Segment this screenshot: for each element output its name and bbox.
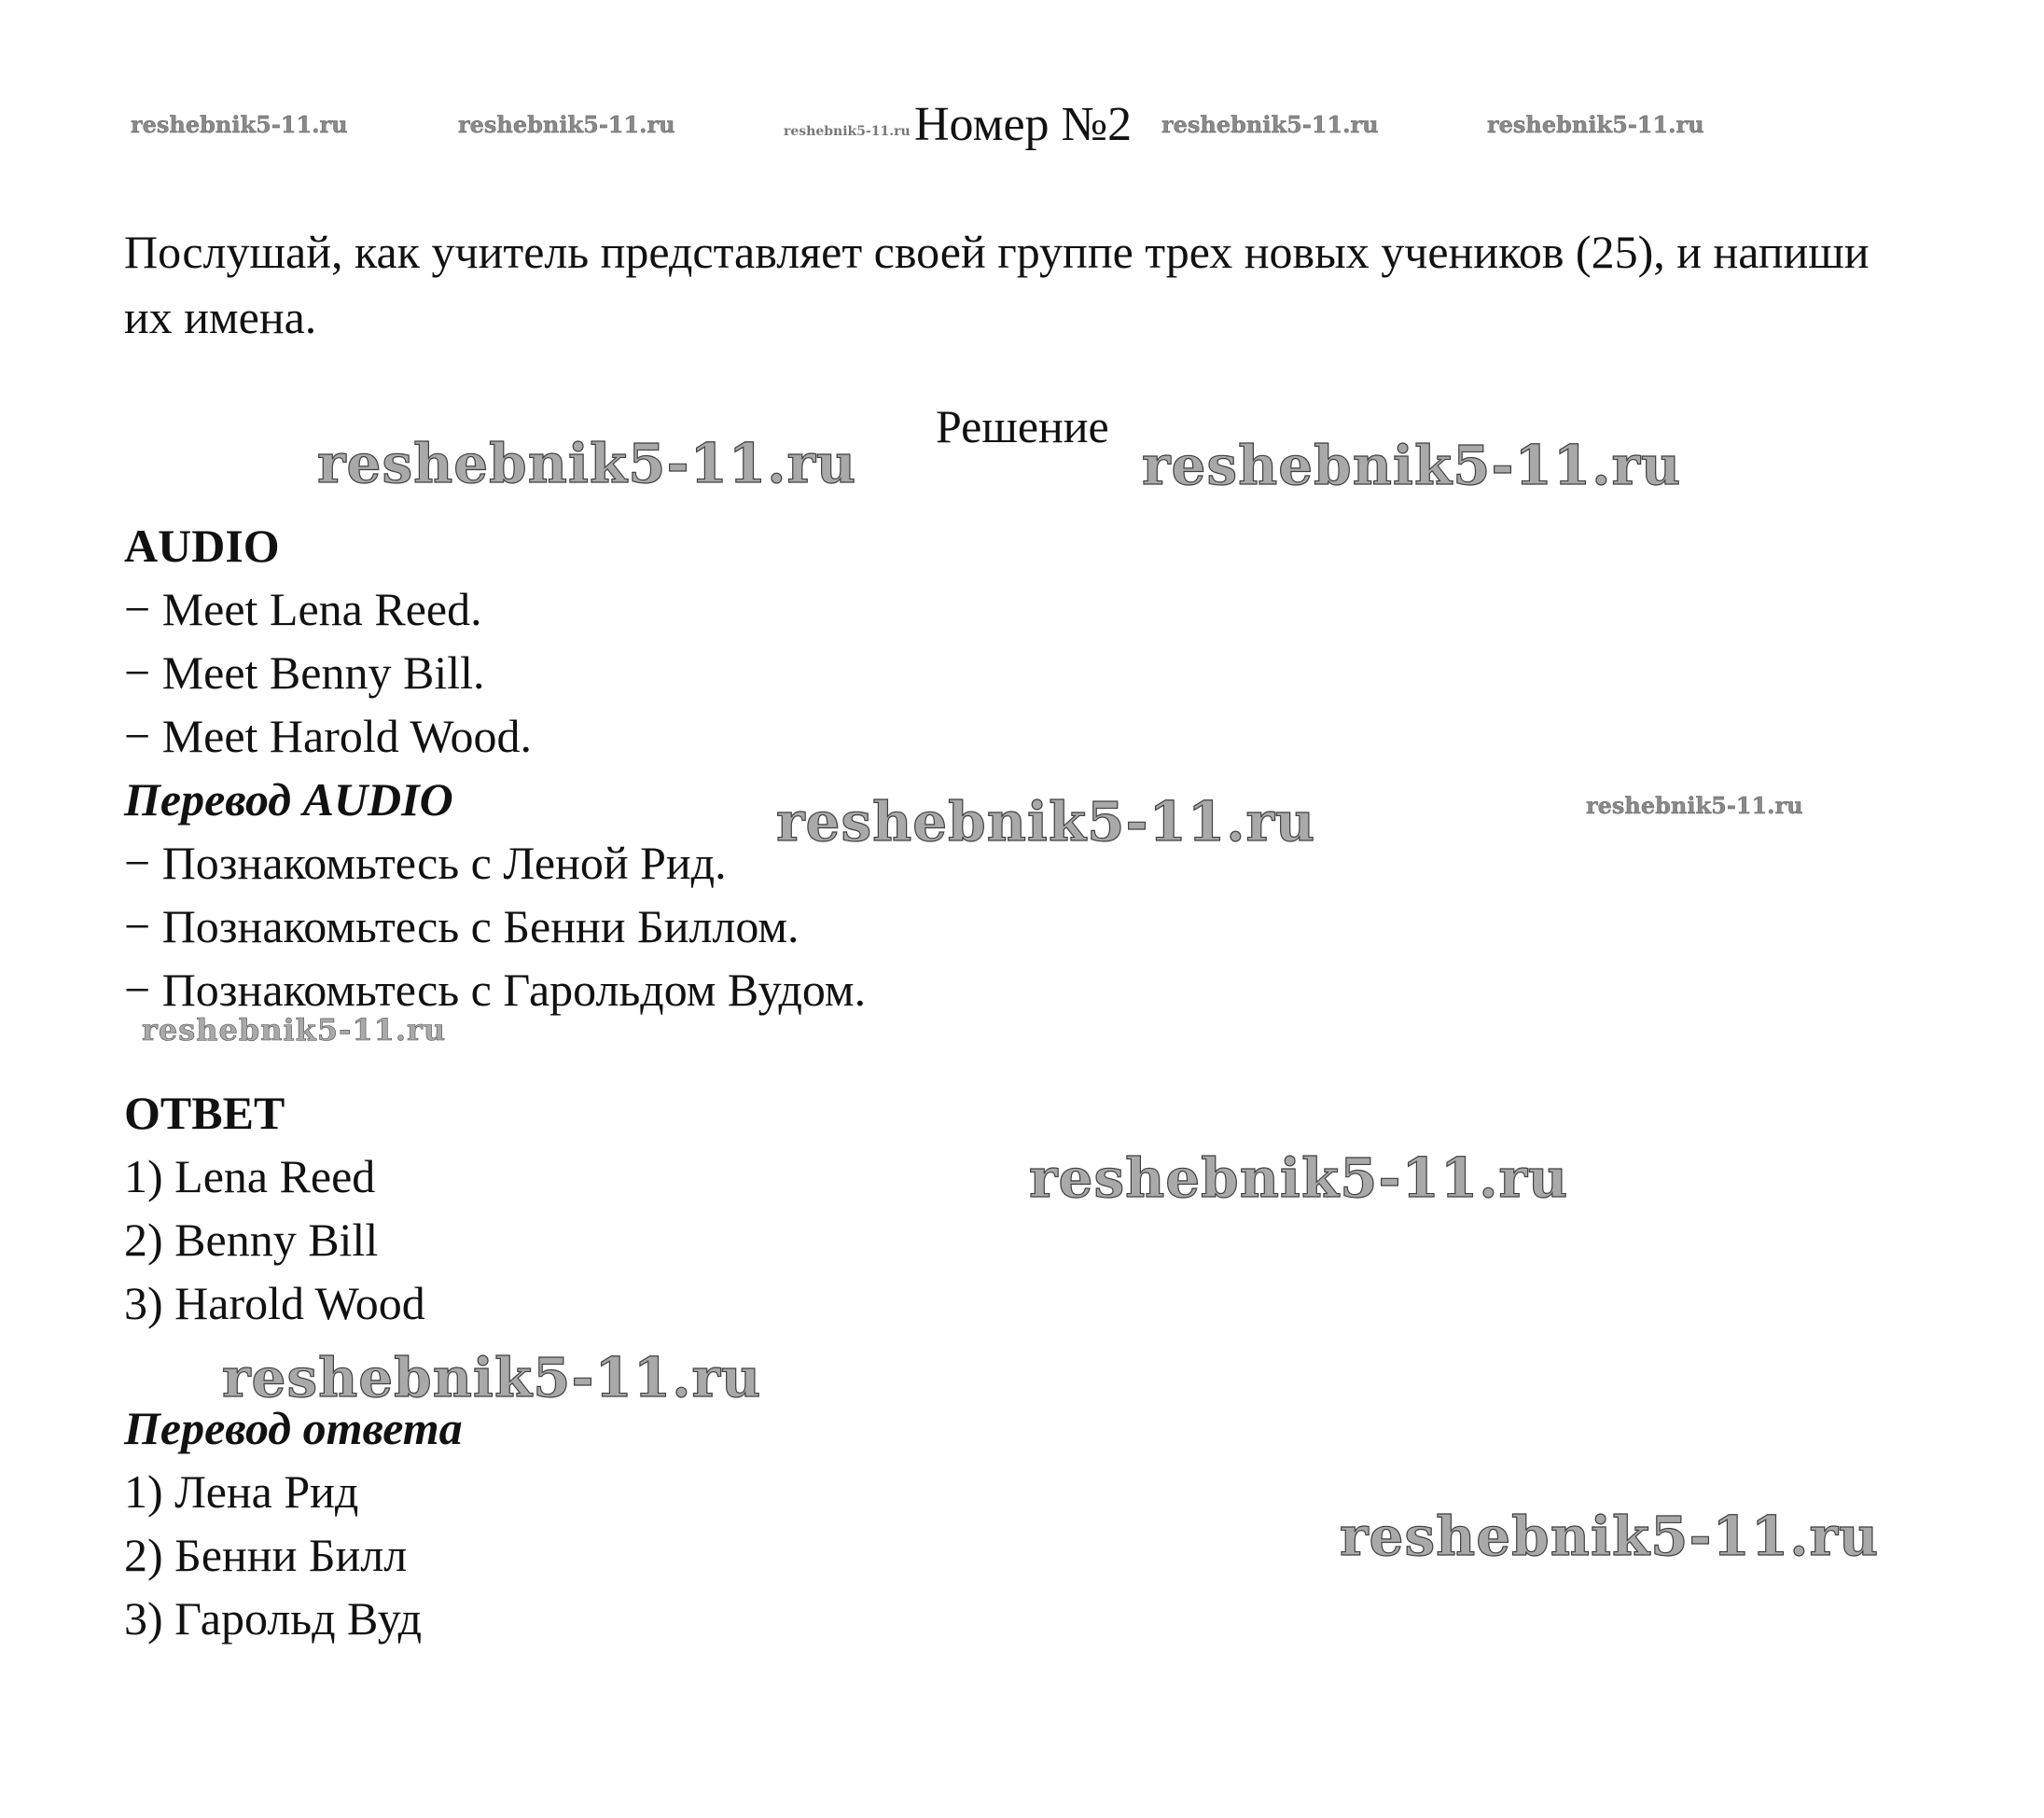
answer-translation-line: 2) Бенни Билл xyxy=(124,1529,408,1581)
watermark: reshebnik5-11.ru xyxy=(784,124,911,139)
watermark: reshebnik5-11.ru xyxy=(1340,1505,1880,1568)
watermark: reshebnik5-11.ru xyxy=(222,1346,762,1409)
watermark: reshebnik5-11.ru xyxy=(317,432,857,495)
watermark: reshebnik5-11.ru xyxy=(131,111,348,138)
answer-line: 2) Benny Bill xyxy=(124,1214,379,1266)
audio-line: − Meet Benny Bill. xyxy=(124,646,485,699)
audio-translation-heading: Перевод AUDIO xyxy=(124,773,453,826)
audio-translation-line: − Познакомьтесь с Леной Рид. xyxy=(124,837,727,889)
watermark: reshebnik5-11.ru xyxy=(1029,1146,1569,1210)
watermark: reshebnik5-11.ru xyxy=(458,111,675,138)
solution-label: Решение xyxy=(936,400,1109,452)
audio-line: − Meet Harold Wood. xyxy=(124,710,533,762)
audio-translation-line: − Познакомьтесь с Бенни Биллом. xyxy=(124,900,800,952)
audio-line: − Meet Lena Reed. xyxy=(124,583,482,635)
watermark: reshebnik5-11.ru xyxy=(776,790,1316,853)
answer-line: 1) Lena Reed xyxy=(124,1150,376,1202)
answer-translation-line: 3) Гарольд Вуд xyxy=(124,1592,423,1645)
answer-translation-line: 1) Лена Рид xyxy=(124,1465,359,1518)
answer-translation-heading: Перевод ответа xyxy=(124,1402,463,1454)
watermark: reshebnik5-11.ru xyxy=(1487,111,1704,138)
answer-heading: ОТВЕТ xyxy=(124,1087,285,1139)
audio-heading: AUDIO xyxy=(124,520,280,572)
watermark: reshebnik5-11.ru xyxy=(1161,111,1379,138)
task-text: Послушай, как учитель представляет своей группе трех новых учеников (25), и напиши их имена. xyxy=(124,226,1870,343)
audio-translation-line: − Познакомьтесь с Гарольдом Вудом. xyxy=(124,964,867,1016)
watermark: reshebnik5-11.ru xyxy=(142,1012,447,1048)
page-title: Номер №2 xyxy=(914,98,1133,151)
watermark: reshebnik5-11.ru xyxy=(1142,434,1682,497)
answer-line: 3) Harold Wood xyxy=(124,1277,425,1329)
watermark: reshebnik5-11.ru xyxy=(1586,792,1803,819)
